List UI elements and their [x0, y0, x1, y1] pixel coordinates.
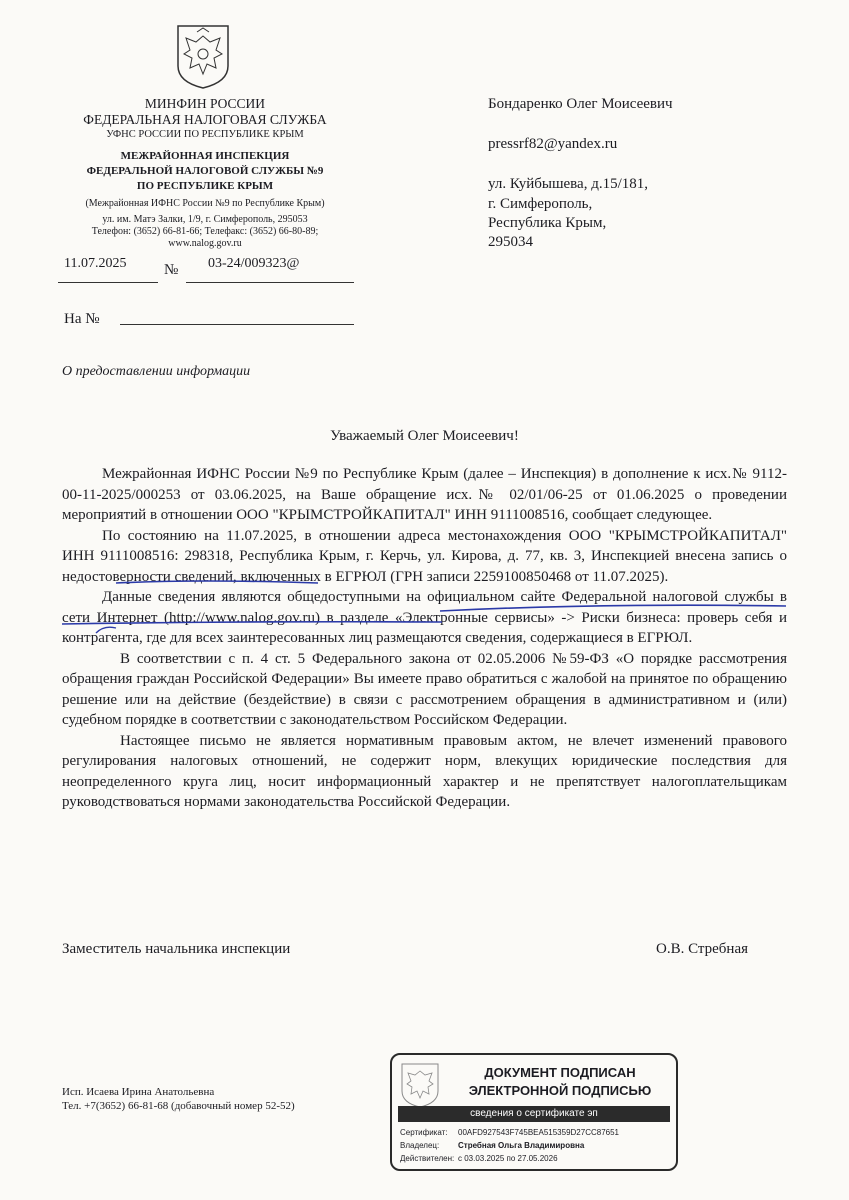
- letter-date-field: [58, 254, 158, 283]
- ufns-name: УФНС РОССИИ ПО РЕСПУБЛИКЕ КРЫМ: [106, 129, 304, 140]
- signatory-title: Заместитель начальника инспекции: [62, 941, 291, 957]
- recipient-region: Республика Крым,: [488, 215, 607, 231]
- certificate-value: 00AFD927543F745BEA515359D27CC87651: [458, 1128, 620, 1137]
- owner-label: Владелец:: [400, 1141, 440, 1150]
- paragraph-disclaimer: Настоящее письмо не является нормативным правовым актом, не влечет изменений правового регулирования налоговых отношений, не содержит норм, влекущих юридические последствия для неопределенного круга лиц, носит информационный характер и не препятствует налогоплательщикам руководствоваться нормами законодательства Российской Федерации.: [62, 732, 787, 810]
- stamp-validity-row: [400, 1154, 558, 1163]
- stamp-owner-row: [400, 1141, 584, 1150]
- letter-date: 11.07.2025: [64, 256, 127, 271]
- greeting: Уважаемый Олег Моисеевич!: [330, 428, 519, 444]
- letter-number-field: [186, 254, 354, 283]
- recipient-street: ул. Куйбышева, д.15/181,: [488, 176, 648, 192]
- signatory-name: О.В. Стребная: [656, 941, 749, 957]
- electronic-signature-stamp: [390, 1053, 678, 1171]
- executor-phone: Тел. +7(3652) 66-81-68 (добавочный номер 52-52): [62, 1100, 295, 1112]
- inspection-website: www.nalog.gov.ru: [168, 238, 242, 249]
- validity-value: с 03.03.2025 по 27.05.2026: [458, 1154, 558, 1163]
- recipient-email: pressrf82@yandex.ru: [488, 136, 618, 152]
- inspection-address: ул. им. Матэ Залки, 1/9, г. Симферополь, 295053: [102, 214, 308, 225]
- coat-of-arms-emblem: [172, 22, 234, 90]
- letter-subject: О предоставлении информации: [62, 364, 251, 379]
- owner-value: Стребная Ольга Владимировна: [458, 1141, 585, 1150]
- number-sign: №: [164, 262, 179, 278]
- executor-name: Исп. Исаева Ирина Анатольевна: [62, 1086, 215, 1098]
- stamp-certificate-row: [400, 1128, 619, 1137]
- paragraph-public-info: Данные сведения являются общедоступными на официальном сайте Федеральной налоговой службы в сети Интернет (http://www.nalog.gov.ru) в разделе «Электронные сервисы» -> Риски бизнеса: проверь себя и контрагента, где для всех заинтересованных лиц размещаются сведения, содержащиеся в ЕГРЮЛ.: [62, 589, 787, 646]
- stamp-emblem-icon: [398, 1061, 442, 1109]
- inspection-phones: Телефон: (3652) 66-81-66; Телефакс: (3652) 66-80-89;: [91, 226, 319, 237]
- stamp-title-line1: ДОКУМЕНТ ПОДПИСАН: [484, 1065, 636, 1080]
- paragraph-status: По состоянию на 11.07.2025, в отношении адреса местонахождения ООО "КРЫМСТРОЙКАПИТАЛ" ИНН 9111008516: 298318, Республика Крым, г. Керчь, ул. Кирова, д. 77, кв. 3, Инспекцией внесена запись о недостоверности сведений, включенных в ЕГРЮЛ (ГРН записи 2259100850468 от 11.07.2025).: [62, 527, 787, 585]
- letter-body: [62, 464, 787, 813]
- reply-to-line: [120, 324, 354, 325]
- inspection-name-line1: МЕЖРАЙОННАЯ ИНСПЕКЦИЯ: [120, 150, 290, 162]
- stamp-certificate-bar: сведения о сертификате эп: [398, 1106, 670, 1122]
- ministry-name: МИНФИН РОССИИ: [144, 96, 266, 111]
- recipient-postcode: 295034: [488, 234, 533, 250]
- inspection-name-line3: ПО РЕСПУБЛИКЕ КРЫМ: [136, 180, 274, 192]
- inspection-short-name: (Межрайонная ИФНС России №9 по Республике Крым): [85, 198, 325, 209]
- service-name: ФЕДЕРАЛЬНАЯ НАЛОГОВАЯ СЛУЖБА: [83, 112, 327, 127]
- recipient-name: Бондаренко Олег Моисеевич: [488, 96, 673, 112]
- inspection-name-line2: ФЕДЕРАЛЬНОЙ НАЛОГОВОЙ СЛУЖБЫ №9: [86, 165, 324, 177]
- recipient-city: г. Симферополь,: [488, 196, 593, 212]
- paragraph-intro: Межрайонная ИФНС России №9 по Республике Крым (далее – Инспекция) в дополнение к исх.№ 9112-00-11-2025/000253 от 03.06.2025, на Ваше обращение исх.№ 02/01/06-25 от 01.06.2025 о проведении мероприятий в отношении ООО "КРЫМСТРОЙКАПИТАЛ" ИНН 9111008516, сообщает следующее.: [62, 466, 787, 523]
- certificate-label: Сертификат:: [400, 1128, 448, 1137]
- letter-number: 03-24/009323@: [208, 256, 300, 271]
- validity-label: Действителен:: [400, 1154, 455, 1163]
- paragraph-appeal-rights: В соответствии с п. 4 ст. 5 Федерального закона от 02.05.2006 №59-ФЗ «О порядке рассмотрения обращения граждан Российской Федерации» Вы имеете право обратиться с жалобой на принятое по обращению решение или на действие (бездействие) в связи с рассмотрением обращения в административном и (или) судебном порядке в соответствии с законодательством Российском Федерации.: [62, 650, 787, 728]
- reply-to-label: На №: [64, 311, 100, 327]
- stamp-title-line2: ЭЛЕКТРОННОЙ ПОДПИСЬЮ: [468, 1083, 652, 1098]
